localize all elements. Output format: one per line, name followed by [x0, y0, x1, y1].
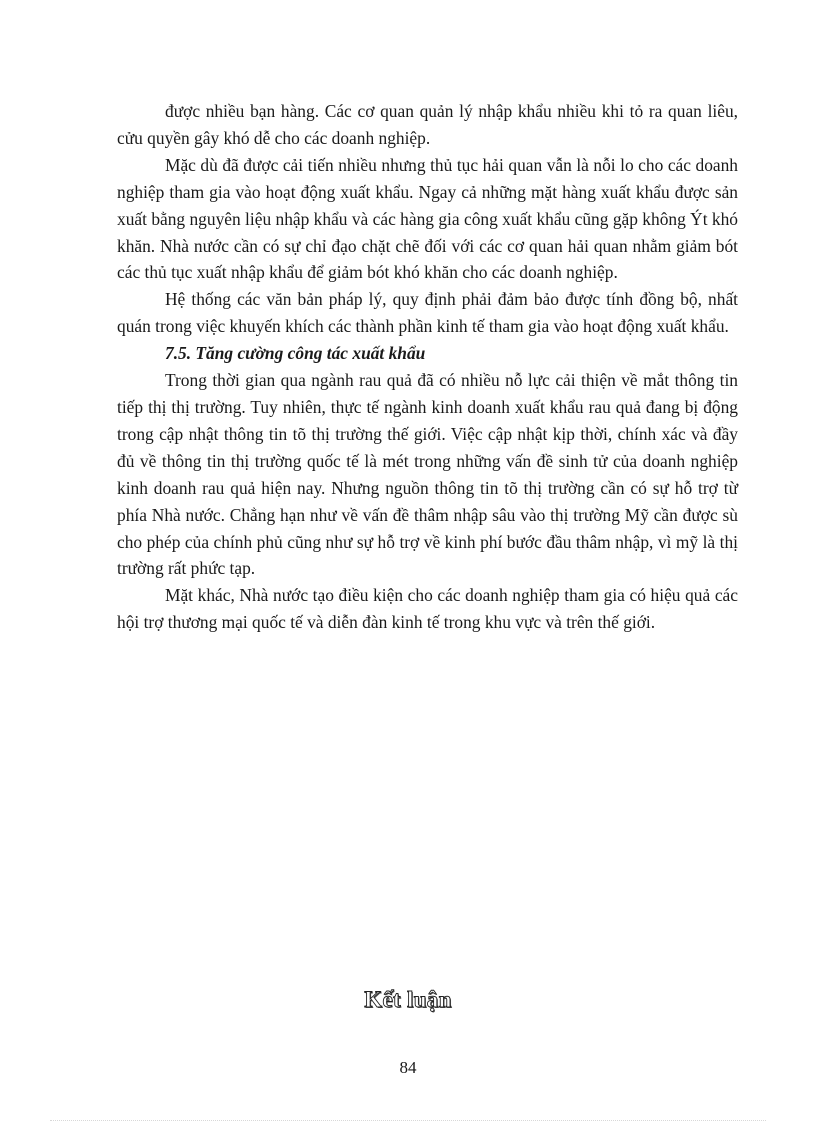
paragraph: Mặt khác, Nhà nước tạo điều kiện cho các doanh nghiệp tham gia có hiệu quả các hội trợ thương mại quốc tế và diễn đàn kinh tế trong khu vực và trên thế giới.	[117, 585, 738, 633]
section-heading: 7.5. Tăng cường công tác xuất khẩu	[165, 343, 426, 364]
body-text	[117, 98, 738, 636]
paragraph: Trong thời gian qua ngành rau quả đã có nhiều nỗ lực cải thiện về mắt thông tin tiếp thị thị trường. Tuy nhiên, thực tế ngành kinh doanh xuất khẩu rau quả đang bị động trong cập nhật thông tin tõ thị trường thế giới. Việc cập nhật kịp thời, chính xác và đầy đủ về thông tin thị trường quốc tế là mét trong những vấn đề sinh tử của doanh nghiệp kinh doanh rau quả hiện nay. Nhưng nguồn thông tin tõ thị trường cần có sự hỗ trợ từ phía Nhà nước. Chẳng hạn như về vấn đề thâm nhập sâu vào thị trường Mỹ cần được sù cho phép của chính phủ cũng như sự hỗ trợ về kinh phí bước đầu thâm nhập, vì mỹ là thị trường rất phức tạp.	[117, 370, 738, 579]
page-bottom-divider	[50, 1120, 766, 1121]
page-number: 84	[399, 1058, 417, 1077]
paragraph: được nhiều bạn hàng. Các cơ quan quản lý nhập khẩu nhiều khi tỏ ra quan liêu, cửu quyền gây khó dễ cho các doanh nghiệp.	[117, 101, 738, 148]
conclusion-title: Kết luận	[364, 987, 452, 1012]
paragraph: Mặc dù đã được cải tiến nhiều nhưng thủ tục hải quan vẫn là nỗi lo cho các doanh nghiệp tham gia vào hoạt động xuất khẩu. Ngay cả những mặt hàng xuất khẩu được sản xuất bằng nguyên liệu nhập khẩu và các hàng gia công xuất khẩu cũng gặp không Ýt khó khăn. Nhà nước cần có sự chỉ đạo chặt chẽ đối với các cơ quan hải quan nhằm giảm bót các thủ tục xuất nhập khẩu để giảm bót khó khăn cho các doanh nghiệp.	[117, 154, 738, 283]
paragraph: Hệ thống các văn bản pháp lý, quy định phải đảm bảo được tính đồng bộ, nhất quán trong việc khuyến khích các thành phần kinh tế tham gia vào hoạt động xuất khẩu.	[117, 289, 738, 337]
